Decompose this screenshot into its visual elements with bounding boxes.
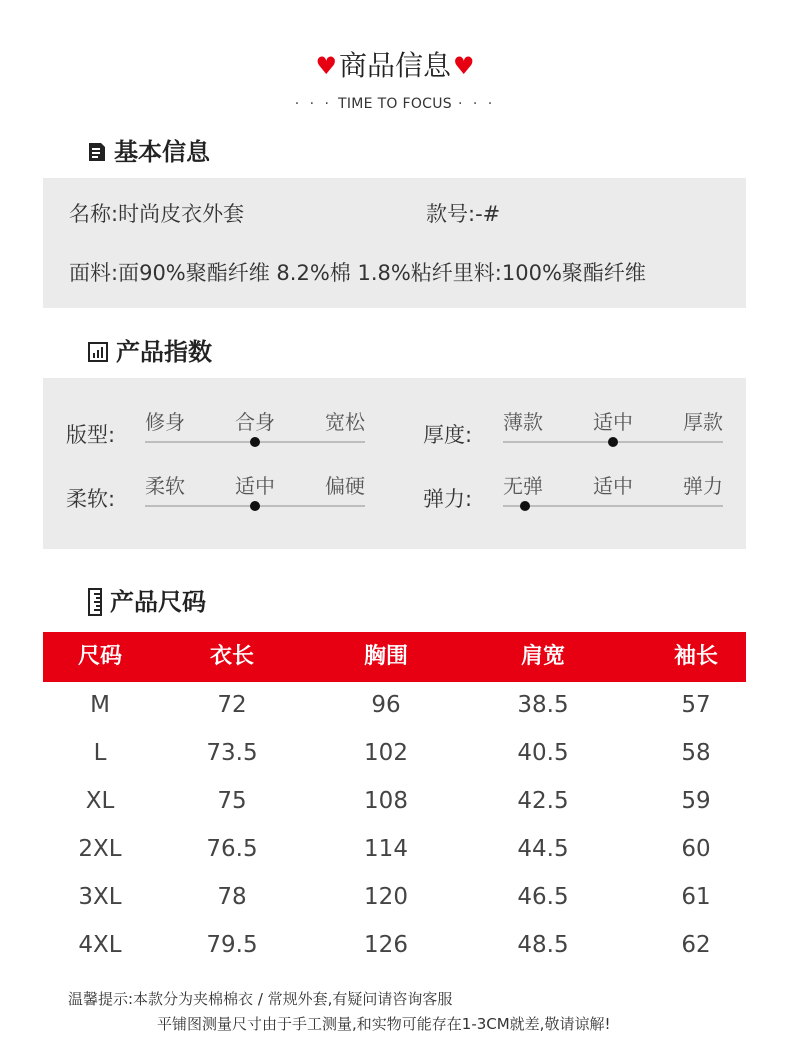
name-row xyxy=(69,198,244,228)
elasticity-option-2: 适中 xyxy=(593,474,633,498)
basic-info-heading-text: 基本信息 xyxy=(114,138,210,166)
thickness-scale xyxy=(503,406,723,456)
measurement-cell: 38.5 xyxy=(517,692,569,718)
product-index-heading xyxy=(88,337,212,367)
style-label: 款号: xyxy=(426,202,476,226)
measurement-cell: 44.5 xyxy=(517,836,569,862)
fit-marker xyxy=(250,437,260,447)
size-cell: L xyxy=(93,740,107,766)
product-size-heading-text: 产品尺码 xyxy=(110,588,206,616)
measurement-cell: 108 xyxy=(364,788,408,814)
measurement-cell: 78 xyxy=(217,884,247,910)
thickness-label: 厚度: xyxy=(423,423,473,447)
fabric-label: 面料: xyxy=(69,261,119,285)
measurement-cell: 120 xyxy=(364,884,408,910)
fit-option-2: 合身 xyxy=(235,410,275,434)
softness-label: 柔软: xyxy=(66,487,116,511)
column-header: 尺码 xyxy=(77,644,122,669)
fabric-value: 面90%聚酯纤维 8.2%棉 1.8%粘纤里料:100%聚酯纤维 xyxy=(118,261,646,285)
measurement-cell: 46.5 xyxy=(517,884,569,910)
measurement-cell: 114 xyxy=(364,836,408,862)
dots-left: · · · xyxy=(294,96,333,112)
measurement-cell: 76.5 xyxy=(206,836,258,862)
softness-scale xyxy=(145,470,365,520)
softness-marker xyxy=(250,501,260,511)
softness-option-3: 偏硬 xyxy=(325,474,365,498)
column-header: 肩宽 xyxy=(520,644,565,669)
page-title-text: 商品信息 xyxy=(338,49,451,82)
note-line-1: 温馨提示:本款分为夹棉棉衣 / 常规外套,有疑问请咨询客服 xyxy=(68,990,453,1008)
document-icon xyxy=(88,142,106,162)
measurement-cell: 61 xyxy=(681,884,711,910)
fit-label: 版型: xyxy=(66,423,116,447)
softness-option-2: 适中 xyxy=(235,474,275,498)
thickness-option-1: 薄款 xyxy=(503,410,543,434)
page-subtitle xyxy=(0,96,790,112)
bar-chart-icon xyxy=(88,342,108,362)
subtitle-text: TIME TO FOCUS xyxy=(338,96,452,112)
thickness-option-3: 厚款 xyxy=(683,410,723,434)
fabric-row xyxy=(69,257,646,287)
size-table-header xyxy=(43,632,746,682)
measurement-cell: 73.5 xyxy=(206,740,258,766)
elasticity-label: 弹力: xyxy=(423,487,473,511)
measurement-cell: 75 xyxy=(217,788,247,814)
size-cell: M xyxy=(90,692,110,718)
measurement-cell: 72 xyxy=(217,692,247,718)
thickness-option-2: 适中 xyxy=(593,410,633,434)
size-cell: XL xyxy=(85,788,115,814)
measurement-cell: 60 xyxy=(681,836,711,862)
measurement-cell: 48.5 xyxy=(517,932,569,958)
style-row xyxy=(426,198,500,228)
measurement-cell: 96 xyxy=(371,692,401,718)
basic-info-heading xyxy=(88,137,210,167)
measurement-cell: 42.5 xyxy=(517,788,569,814)
measurement-cell: 40.5 xyxy=(517,740,569,766)
measurement-cell: 57 xyxy=(681,692,711,718)
dots-right: · · · xyxy=(457,96,496,112)
column-header: 胸围 xyxy=(363,644,408,669)
measurement-cell: 126 xyxy=(364,932,408,958)
name-value: 时尚皮衣外套 xyxy=(118,202,245,226)
heart-icon: ♥ xyxy=(453,52,475,80)
measurement-cell: 102 xyxy=(364,740,408,766)
style-value: -# xyxy=(475,202,501,226)
size-cell: 2XL xyxy=(78,836,122,862)
heart-icon: ♥ xyxy=(315,52,337,80)
page-title xyxy=(0,46,790,86)
product-size-heading xyxy=(88,587,206,617)
size-cell: 3XL xyxy=(78,884,122,910)
measurement-cell: 79.5 xyxy=(206,932,258,958)
name-label: 名称: xyxy=(69,202,119,226)
measurement-cell: 62 xyxy=(681,932,711,958)
thickness-marker xyxy=(608,437,618,447)
size-cell: 4XL xyxy=(78,932,122,958)
elasticity-option-1: 无弹 xyxy=(503,474,543,498)
fit-option-3: 宽松 xyxy=(325,410,365,434)
elasticity-track xyxy=(503,505,723,507)
ruler-icon xyxy=(88,588,102,616)
fit-scale xyxy=(145,406,365,456)
elasticity-option-3: 弹力 xyxy=(683,474,723,498)
measurement-cell: 59 xyxy=(681,788,711,814)
column-header: 衣长 xyxy=(209,644,254,669)
size-table-body xyxy=(43,682,746,972)
column-header: 袖长 xyxy=(673,644,718,669)
basic-info-panel xyxy=(43,178,746,308)
note-line-2: 平铺图测量尺寸由于手工测量,和实物可能存在1-3CM就差,敬请谅解! xyxy=(157,1015,611,1033)
measurement-cell: 58 xyxy=(681,740,711,766)
elasticity-scale xyxy=(503,470,723,520)
product-index-panel xyxy=(43,378,746,549)
softness-option-1: 柔软 xyxy=(145,474,185,498)
product-index-heading-text: 产品指数 xyxy=(116,338,212,366)
elasticity-marker xyxy=(520,501,530,511)
fit-option-1: 修身 xyxy=(145,410,185,434)
